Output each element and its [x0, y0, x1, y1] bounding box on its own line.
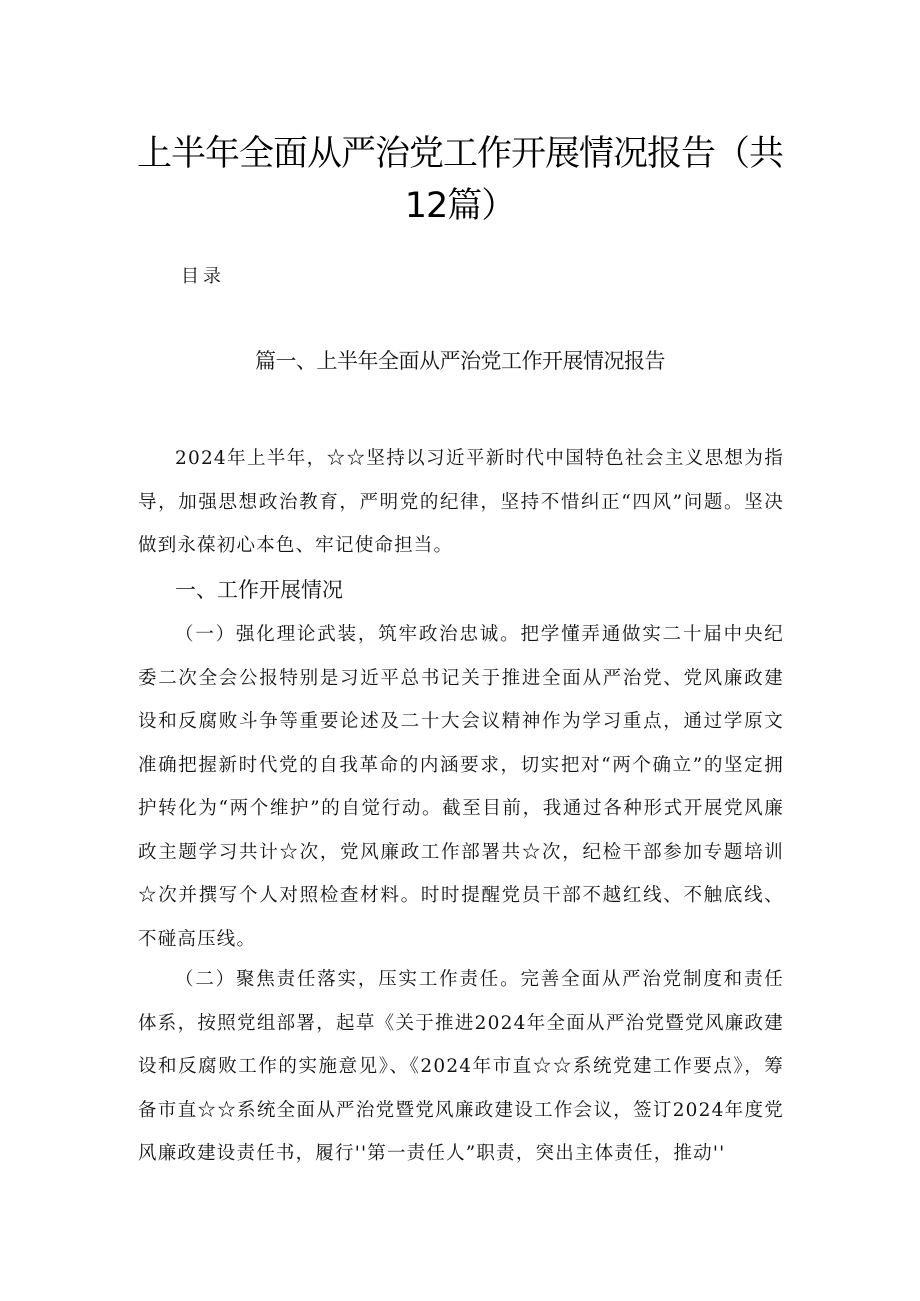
intro-paragraph: 2024年上半年，☆☆坚持以习近平新时代中国特色社会主义思想为指导，加强思想政治教育，严明党的纪律，坚持不惜纠正“四风”问题。坚决做到永葆初心本色、牢记使命担当。: [138, 448, 784, 556]
document-title: 上半年全面从严治党工作开展情况报告（共12篇）: [136, 134, 783, 226]
chapter-heading: 篇一、上半年全面从严治党工作开展情况报告: [255, 349, 665, 373]
table-of-contents-label: 目录: [181, 266, 225, 287]
body-paragraph: （二）聚焦责任落实，压实工作责任。完善全面从严治党制度和责任体系，按照党组部署，起草《关于推进2024年全面从严治党暨党风廉政建设和反腐败工作的实施意见》、《2024年市直☆☆系统党建工作要点》，筹备市直☆☆系统全面从严治党暨党风廉政建设工作会议，签订2024年度党风廉政建设责任书，履行''第一责任人”职责，突出主体责任，推动'': [138, 969, 784, 1164]
section-heading: 一、工作开展情况: [175, 578, 343, 602]
body-paragraph: （一）强化理论武装，筑牢政治忠诚。把学懂弄通做实二十届中央纪委二次全会公报特别是习近平总书记关于推进全面从严治党、党风廉政建设和反腐败斗争等重要论述及二十大会议精神作为学习重点，通过学原文准确把握新时代党的自我革命的内涵要求，切实把对“两个确立”的坚定拥护转化为“两个维护”的自觉行动。截至目前，我通过各种形式开展党风廉政主题学习共计☆次，党风廉政工作部署共☆次，纪检干部参加专题培训☆次并撰写个人对照检查材料。时时提醒党员干部不越红线、不触底线、不碰高压线。: [138, 624, 784, 950]
